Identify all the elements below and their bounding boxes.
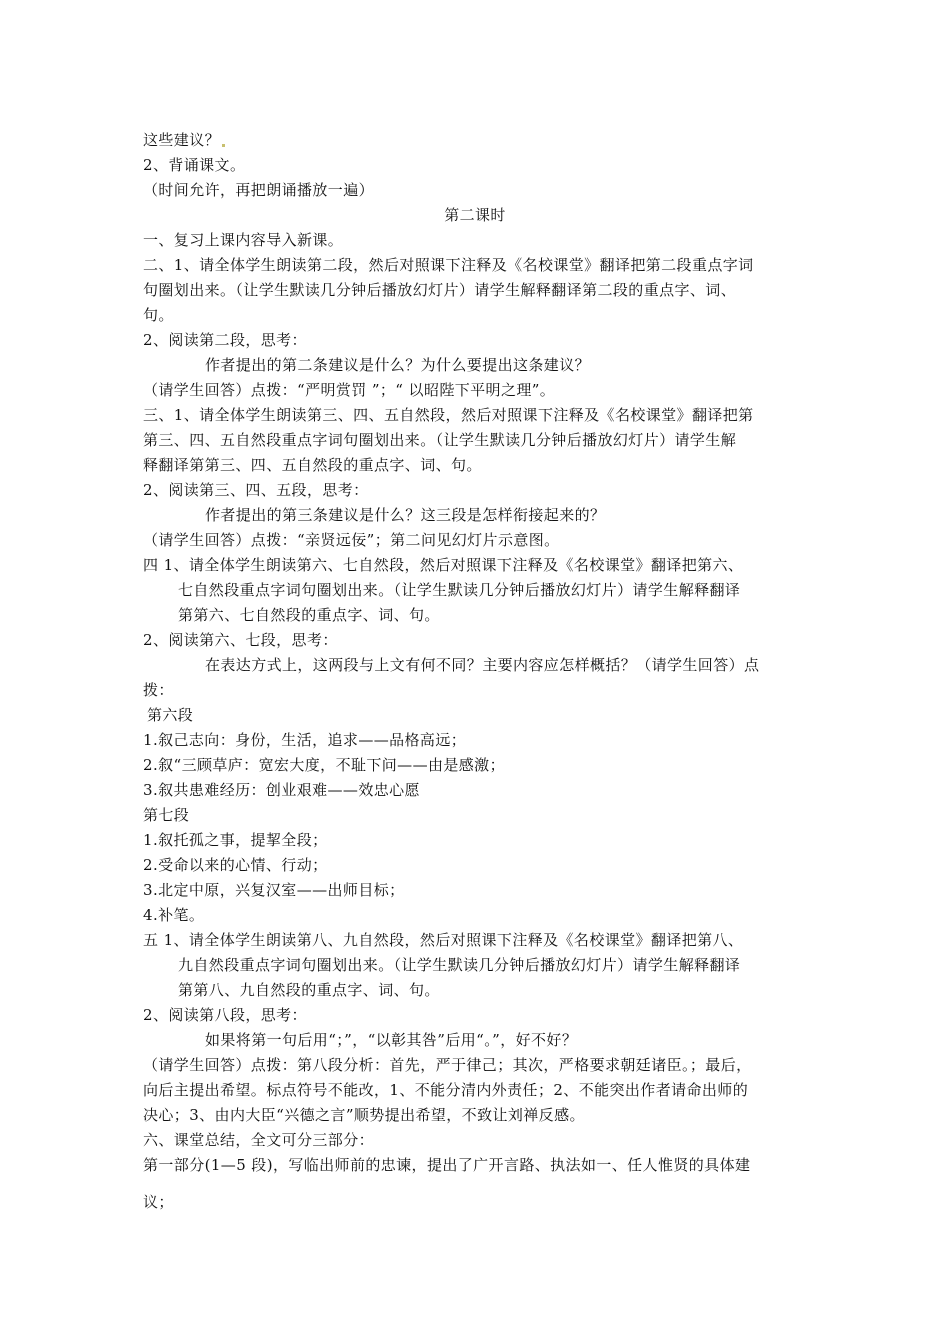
text-line: 一、复习上课内容导入新课。 xyxy=(143,231,344,249)
list-item: 3.叙共患难经历：创业艰难——效忠心愿 xyxy=(143,781,420,799)
text-line: 句。 xyxy=(143,306,174,324)
text-line: 五 1、请全体学生朗读第八、九自然段，然后对照课下注释及《名校课堂》翻译把第八、 xyxy=(143,931,744,949)
text-line: 九自然段重点字词句圈划出来。（让学生默读几分钟后播放幻灯片）请学生解释翻译 xyxy=(178,956,741,974)
text-line: 拨： xyxy=(143,681,174,699)
subheading: 第六段 xyxy=(147,706,194,724)
text-line: 七自然段重点字词句圈划出来。（让学生默读几分钟后播放幻灯片）请学生解释翻译 xyxy=(178,581,741,599)
text-line: 释翻译第第三、四、五自然段的重点字、词、句。 xyxy=(143,456,482,474)
text-line: （时间允许，再把朗诵播放一遍） xyxy=(143,181,375,199)
text-line: 四 1、请全体学生朗读第六、七自然段，然后对照课下注释及《名校课堂》翻译把第六、 xyxy=(143,556,744,574)
text-line: （请学生回答）点拨：“亲贤远佞”；第二问见幻灯片示意图。 xyxy=(143,531,560,549)
text-line: 2、阅读第六、七段，思考： xyxy=(143,631,338,649)
list-item: 2.叙“三顾草庐：宽宏大度，不耻下问——由是感激； xyxy=(143,756,505,774)
text-line: 句圈划出来。（让学生默读几分钟后播放幻灯片）请学生解释翻译第二段的重点字、词、 xyxy=(143,281,737,299)
text-line: 2、阅读第二段，思考： xyxy=(143,331,307,349)
list-item: 1.叙托孤之事，提挈全段； xyxy=(143,831,328,849)
text-line: （请学生回答）点拨：第八段分析：首先，严于律己；其次，严格要求朝廷诸臣。；最后， xyxy=(143,1056,752,1074)
text-line: 向后主提出希望。标点符号不能改，1、不能分清内外责任；2、不能突出作者请命出师的 xyxy=(143,1081,749,1099)
text-line: 第第八、九自然段的重点字、词、句。 xyxy=(178,981,440,999)
stray-mark xyxy=(222,144,225,147)
text-line: 2、阅读第八段，思考： xyxy=(143,1006,307,1024)
text-line: 议； xyxy=(143,1193,174,1211)
question-line: 如果将第一句后用“；”，“以彰其咎”后用“。”，好不好？ xyxy=(205,1031,578,1049)
question-line: 在表达方式上，这两段与上文有何不同？主要内容应怎样概括？（请学生回答）点 xyxy=(205,656,760,674)
text-line: 决心；3、由内大臣“兴德之言”顺势提出希望，不致让刘禅反感。 xyxy=(143,1106,585,1124)
text-line: 2、背诵课文。 xyxy=(143,156,246,174)
list-item: 1.叙己志向：身份，生活，追求——品格高远； xyxy=(143,731,467,749)
text-line: 2、阅读第三、四、五段，思考： xyxy=(143,481,369,499)
list-item: 4.补笔。 xyxy=(143,906,205,924)
question-line: 作者提出的第二条建议是什么？为什么要提出这条建议？ xyxy=(205,356,591,374)
question-line: 作者提出的第三条建议是什么？这三段是怎样衔接起来的？ xyxy=(205,506,606,524)
text-line: 第一部分(1—5 段)，写临出师前的忠谏，提出了广开言路、执法如一、任人惟贤的具体建 xyxy=(143,1156,751,1174)
text-line: 第第六、七自然段的重点字、词、句。 xyxy=(178,606,440,624)
text-line: 这些建议？ xyxy=(143,130,225,150)
text-line: 第三、四、五自然段重点字词句圈划出来。（让学生默读几分钟后播放幻灯片）请学生解 xyxy=(143,431,737,449)
text-line: 六、课堂总结，全文可分三部分： xyxy=(143,1131,375,1149)
list-item: 2.受命以来的心情、行动； xyxy=(143,856,328,874)
text-line: 三、1、请全体学生朗读第三、四、五自然段，然后对照课下注释及《名校课堂》翻译把第 xyxy=(143,406,754,424)
text-line: （请学生回答）点拨：“严明赏罚 ”；“ 以昭陛下平明之理”。 xyxy=(143,381,556,399)
subheading: 第七段 xyxy=(143,806,190,824)
list-item: 3.北定中原，兴复汉室——出师目标； xyxy=(143,881,405,899)
section-heading: 第二课时 xyxy=(444,206,506,224)
text-line: 二、1、请全体学生朗读第二段，然后对照课下注释及《名校课堂》翻译把第二段重点字词 xyxy=(143,256,754,274)
